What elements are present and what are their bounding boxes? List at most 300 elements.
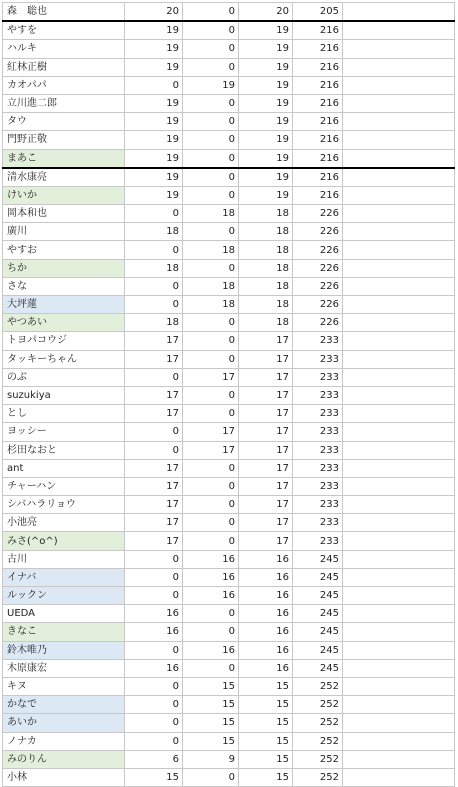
score-a-cell: 0 <box>125 296 183 314</box>
total-cell: 19 <box>239 131 293 149</box>
table-row <box>3 732 455 750</box>
score-a-cell: 0 <box>125 568 183 586</box>
empty-cell <box>343 168 455 187</box>
rank-cell: 233 <box>293 496 343 514</box>
total-cell: 20 <box>239 3 293 22</box>
player-name-cell: シバハラリョウ <box>3 496 125 514</box>
score-a-cell: 0 <box>125 441 183 459</box>
score-a-cell: 0 <box>125 423 183 441</box>
score-a-cell: 20 <box>125 3 183 22</box>
empty-cell <box>343 113 455 131</box>
rank-cell: 252 <box>293 768 343 786</box>
player-name-cell: UEDA <box>3 605 125 623</box>
table-row <box>3 223 455 241</box>
table-row <box>3 514 455 532</box>
total-cell: 17 <box>239 514 293 532</box>
empty-cell <box>343 496 455 514</box>
total-cell: 15 <box>239 714 293 732</box>
empty-cell <box>343 732 455 750</box>
score-b-cell: 0 <box>183 223 239 241</box>
player-name-cell: とし <box>3 405 125 423</box>
empty-cell <box>343 386 455 404</box>
empty-cell <box>343 277 455 295</box>
total-cell: 17 <box>239 532 293 550</box>
empty-cell <box>343 350 455 368</box>
total-cell: 17 <box>239 350 293 368</box>
rank-cell: 233 <box>293 532 343 550</box>
score-b-cell: 0 <box>183 186 239 204</box>
player-name-cell: ヨッシー <box>3 423 125 441</box>
table-row <box>3 205 455 223</box>
score-b-cell: 15 <box>183 714 239 732</box>
score-b-cell: 0 <box>183 532 239 550</box>
rank-cell: 233 <box>293 514 343 532</box>
empty-cell <box>343 696 455 714</box>
player-name-cell: けいか <box>3 186 125 204</box>
rank-cell: 252 <box>293 750 343 768</box>
score-a-cell: 17 <box>125 332 183 350</box>
empty-cell <box>343 223 455 241</box>
score-a-cell: 16 <box>125 605 183 623</box>
empty-cell <box>343 40 455 58</box>
rank-cell: 205 <box>293 3 343 22</box>
table-row <box>3 131 455 149</box>
player-name-cell: 小池亮 <box>3 514 125 532</box>
rank-cell: 252 <box>293 714 343 732</box>
player-name-cell: 門野正敬 <box>3 131 125 149</box>
rank-cell: 245 <box>293 605 343 623</box>
score-b-cell: 19 <box>183 76 239 94</box>
table-row <box>3 405 455 423</box>
player-name-cell: かなで <box>3 696 125 714</box>
score-a-cell: 0 <box>125 677 183 695</box>
total-cell: 19 <box>239 168 293 187</box>
total-cell: 16 <box>239 659 293 677</box>
total-cell: 19 <box>239 40 293 58</box>
table-row <box>3 3 455 22</box>
empty-cell <box>343 477 455 495</box>
score-a-cell: 19 <box>125 40 183 58</box>
table-row <box>3 568 455 586</box>
rank-cell: 226 <box>293 223 343 241</box>
empty-cell <box>343 405 455 423</box>
rank-cell: 216 <box>293 58 343 76</box>
table-row <box>3 58 455 76</box>
player-name-cell: 古川 <box>3 550 125 568</box>
player-name-cell: 立川進二郎 <box>3 94 125 112</box>
player-name-cell: 小林 <box>3 768 125 786</box>
score-table <box>2 2 455 787</box>
player-name-cell: 鈴木唯乃 <box>3 641 125 659</box>
score-b-cell: 0 <box>183 659 239 677</box>
rank-cell: 233 <box>293 368 343 386</box>
score-b-cell: 16 <box>183 568 239 586</box>
total-cell: 19 <box>239 94 293 112</box>
rank-cell: 252 <box>293 677 343 695</box>
score-a-cell: 17 <box>125 405 183 423</box>
score-b-cell: 17 <box>183 368 239 386</box>
empty-cell <box>343 587 455 605</box>
score-a-cell: 19 <box>125 168 183 187</box>
player-name-cell: ルックン <box>3 587 125 605</box>
table-row <box>3 477 455 495</box>
player-name-cell: 杉田なおと <box>3 441 125 459</box>
table-row <box>3 76 455 94</box>
rank-cell: 233 <box>293 423 343 441</box>
score-b-cell: 15 <box>183 677 239 695</box>
rank-cell: 245 <box>293 587 343 605</box>
score-a-cell: 17 <box>125 459 183 477</box>
table-row <box>3 441 455 459</box>
score-a-cell: 0 <box>125 76 183 94</box>
empty-cell <box>343 623 455 641</box>
empty-cell <box>343 314 455 332</box>
empty-cell <box>343 459 455 477</box>
score-b-cell: 15 <box>183 732 239 750</box>
total-cell: 17 <box>239 386 293 404</box>
total-cell: 18 <box>239 296 293 314</box>
score-a-cell: 0 <box>125 550 183 568</box>
table-row <box>3 532 455 550</box>
total-cell: 17 <box>239 368 293 386</box>
player-name-cell: イナバ <box>3 568 125 586</box>
player-name-cell: やつあい <box>3 314 125 332</box>
score-a-cell: 0 <box>125 277 183 295</box>
player-name-cell: タウ <box>3 113 125 131</box>
score-b-cell: 0 <box>183 514 239 532</box>
table-row <box>3 659 455 677</box>
table-row <box>3 149 455 168</box>
score-b-cell: 0 <box>183 131 239 149</box>
score-b-cell: 16 <box>183 550 239 568</box>
score-a-cell: 0 <box>125 696 183 714</box>
rank-cell: 233 <box>293 350 343 368</box>
score-a-cell: 0 <box>125 241 183 259</box>
player-name-cell: まあこ <box>3 149 125 168</box>
player-name-cell: やすお <box>3 241 125 259</box>
empty-cell <box>343 568 455 586</box>
score-a-cell: 19 <box>125 94 183 112</box>
player-name-cell: チャーハン <box>3 477 125 495</box>
rank-cell: 216 <box>293 149 343 168</box>
player-name-cell: ハルキ <box>3 40 125 58</box>
score-a-cell: 19 <box>125 131 183 149</box>
total-cell: 19 <box>239 76 293 94</box>
total-cell: 17 <box>239 459 293 477</box>
total-cell: 15 <box>239 732 293 750</box>
total-cell: 15 <box>239 768 293 786</box>
rank-cell: 245 <box>293 641 343 659</box>
empty-cell <box>343 750 455 768</box>
player-name-cell: キヌ <box>3 677 125 695</box>
table-row <box>3 696 455 714</box>
score-b-cell: 0 <box>183 477 239 495</box>
empty-cell <box>343 441 455 459</box>
score-b-cell: 0 <box>183 113 239 131</box>
total-cell: 16 <box>239 568 293 586</box>
table-row <box>3 186 455 204</box>
score-b-cell: 18 <box>183 241 239 259</box>
rank-cell: 216 <box>293 186 343 204</box>
score-b-cell: 0 <box>183 605 239 623</box>
score-b-cell: 0 <box>183 332 239 350</box>
total-cell: 17 <box>239 477 293 495</box>
empty-cell <box>343 605 455 623</box>
empty-cell <box>343 131 455 149</box>
score-a-cell: 19 <box>125 149 183 168</box>
score-a-cell: 16 <box>125 659 183 677</box>
empty-cell <box>343 550 455 568</box>
table-row <box>3 423 455 441</box>
empty-cell <box>343 94 455 112</box>
score-a-cell: 18 <box>125 223 183 241</box>
player-name-cell: 森 聡也 <box>3 3 125 22</box>
empty-cell <box>343 368 455 386</box>
rank-cell: 216 <box>293 94 343 112</box>
score-b-cell: 0 <box>183 94 239 112</box>
empty-cell <box>343 296 455 314</box>
rank-cell: 216 <box>293 131 343 149</box>
table-row <box>3 750 455 768</box>
score-a-cell: 19 <box>125 58 183 76</box>
empty-cell <box>343 76 455 94</box>
total-cell: 19 <box>239 113 293 131</box>
rank-cell: 233 <box>293 441 343 459</box>
rank-cell: 233 <box>293 477 343 495</box>
total-cell: 15 <box>239 750 293 768</box>
score-b-cell: 18 <box>183 205 239 223</box>
score-a-cell: 17 <box>125 532 183 550</box>
player-name-cell: ちか <box>3 259 125 277</box>
total-cell: 16 <box>239 587 293 605</box>
score-b-cell: 0 <box>183 405 239 423</box>
rank-cell: 216 <box>293 76 343 94</box>
score-b-cell: 9 <box>183 750 239 768</box>
rank-cell: 233 <box>293 459 343 477</box>
table-row <box>3 641 455 659</box>
score-a-cell: 6 <box>125 750 183 768</box>
empty-cell <box>343 714 455 732</box>
table-row <box>3 332 455 350</box>
table-row <box>3 496 455 514</box>
table-row <box>3 40 455 58</box>
score-b-cell: 0 <box>183 149 239 168</box>
table-row <box>3 459 455 477</box>
total-cell: 16 <box>239 605 293 623</box>
total-cell: 15 <box>239 677 293 695</box>
empty-cell <box>343 186 455 204</box>
total-cell: 15 <box>239 696 293 714</box>
empty-cell <box>343 514 455 532</box>
table-row <box>3 168 455 187</box>
rank-cell: 226 <box>293 277 343 295</box>
score-b-cell: 0 <box>183 459 239 477</box>
player-name-cell: のぶ <box>3 368 125 386</box>
score-b-cell: 17 <box>183 423 239 441</box>
score-a-cell: 19 <box>125 21 183 40</box>
total-cell: 17 <box>239 496 293 514</box>
table-row <box>3 350 455 368</box>
score-a-cell: 19 <box>125 186 183 204</box>
score-a-cell: 0 <box>125 205 183 223</box>
player-name-cell: 廣川 <box>3 223 125 241</box>
empty-cell <box>343 241 455 259</box>
score-b-cell: 0 <box>183 3 239 22</box>
rank-cell: 252 <box>293 732 343 750</box>
player-name-cell: きなこ <box>3 623 125 641</box>
score-a-cell: 18 <box>125 259 183 277</box>
table-row <box>3 677 455 695</box>
score-a-cell: 17 <box>125 477 183 495</box>
table-row <box>3 314 455 332</box>
rank-cell: 233 <box>293 332 343 350</box>
player-name-cell: あいか <box>3 714 125 732</box>
score-a-cell: 0 <box>125 587 183 605</box>
table-row <box>3 768 455 786</box>
rank-cell: 226 <box>293 259 343 277</box>
score-b-cell: 0 <box>183 350 239 368</box>
empty-cell <box>343 532 455 550</box>
score-a-cell: 0 <box>125 732 183 750</box>
player-name-cell: 木原康宏 <box>3 659 125 677</box>
rank-cell: 216 <box>293 21 343 40</box>
empty-cell <box>343 58 455 76</box>
total-cell: 18 <box>239 259 293 277</box>
total-cell: 18 <box>239 223 293 241</box>
table-row <box>3 605 455 623</box>
score-a-cell: 17 <box>125 350 183 368</box>
score-a-cell: 15 <box>125 768 183 786</box>
player-name-cell: みのりん <box>3 750 125 768</box>
score-b-cell: 0 <box>183 623 239 641</box>
score-a-cell: 16 <box>125 623 183 641</box>
rank-cell: 216 <box>293 40 343 58</box>
score-b-cell: 18 <box>183 277 239 295</box>
score-a-cell: 17 <box>125 386 183 404</box>
empty-cell <box>343 768 455 786</box>
empty-cell <box>343 21 455 40</box>
rank-cell: 233 <box>293 405 343 423</box>
player-name-cell: 大坪蓮 <box>3 296 125 314</box>
score-b-cell: 0 <box>183 259 239 277</box>
score-a-cell: 18 <box>125 314 183 332</box>
total-cell: 17 <box>239 405 293 423</box>
total-cell: 17 <box>239 441 293 459</box>
total-cell: 19 <box>239 58 293 76</box>
player-name-cell: やすを <box>3 21 125 40</box>
score-b-cell: 16 <box>183 587 239 605</box>
table-row <box>3 241 455 259</box>
table-row <box>3 94 455 112</box>
rank-cell: 226 <box>293 205 343 223</box>
score-b-cell: 0 <box>183 168 239 187</box>
empty-cell <box>343 259 455 277</box>
empty-cell <box>343 677 455 695</box>
player-name-cell: タッキーちゃん <box>3 350 125 368</box>
total-cell: 19 <box>239 149 293 168</box>
score-b-cell: 16 <box>183 641 239 659</box>
empty-cell <box>343 3 455 22</box>
empty-cell <box>343 149 455 168</box>
score-table-body <box>3 3 455 787</box>
score-b-cell: 17 <box>183 441 239 459</box>
score-a-cell: 17 <box>125 514 183 532</box>
player-name-cell: 清水康亮 <box>3 168 125 187</box>
player-name-cell: ノナカ <box>3 732 125 750</box>
total-cell: 16 <box>239 550 293 568</box>
total-cell: 17 <box>239 332 293 350</box>
total-cell: 18 <box>239 241 293 259</box>
table-row <box>3 259 455 277</box>
total-cell: 18 <box>239 205 293 223</box>
total-cell: 19 <box>239 186 293 204</box>
empty-cell <box>343 423 455 441</box>
empty-cell <box>343 205 455 223</box>
score-a-cell: 17 <box>125 496 183 514</box>
table-row <box>3 623 455 641</box>
table-row <box>3 386 455 404</box>
score-b-cell: 0 <box>183 386 239 404</box>
table-row <box>3 714 455 732</box>
total-cell: 18 <box>239 277 293 295</box>
score-b-cell: 0 <box>183 40 239 58</box>
player-name-cell: 岡本和也 <box>3 205 125 223</box>
table-row <box>3 550 455 568</box>
rank-cell: 245 <box>293 550 343 568</box>
score-a-cell: 0 <box>125 641 183 659</box>
table-row <box>3 587 455 605</box>
rank-cell: 226 <box>293 314 343 332</box>
score-b-cell: 0 <box>183 58 239 76</box>
table-row <box>3 296 455 314</box>
player-name-cell: 紅林正樹 <box>3 58 125 76</box>
score-b-cell: 0 <box>183 768 239 786</box>
player-name-cell: さな <box>3 277 125 295</box>
score-b-cell: 0 <box>183 496 239 514</box>
score-b-cell: 0 <box>183 21 239 40</box>
rank-cell: 226 <box>293 241 343 259</box>
player-name-cell: トヨパコウジ <box>3 332 125 350</box>
score-a-cell: 0 <box>125 714 183 732</box>
rank-cell: 233 <box>293 386 343 404</box>
player-name-cell: suzukiya <box>3 386 125 404</box>
empty-cell <box>343 641 455 659</box>
total-cell: 18 <box>239 314 293 332</box>
rank-cell: 216 <box>293 113 343 131</box>
total-cell: 17 <box>239 423 293 441</box>
score-b-cell: 0 <box>183 314 239 332</box>
player-name-cell: カオパパ <box>3 76 125 94</box>
rank-cell: 245 <box>293 623 343 641</box>
rank-cell: 245 <box>293 659 343 677</box>
table-row <box>3 368 455 386</box>
table-row <box>3 277 455 295</box>
score-b-cell: 15 <box>183 696 239 714</box>
rank-cell: 245 <box>293 568 343 586</box>
total-cell: 19 <box>239 21 293 40</box>
total-cell: 16 <box>239 623 293 641</box>
score-a-cell: 0 <box>125 368 183 386</box>
rank-cell: 216 <box>293 168 343 187</box>
rank-cell: 226 <box>293 296 343 314</box>
table-row <box>3 113 455 131</box>
table-row <box>3 21 455 40</box>
total-cell: 16 <box>239 641 293 659</box>
player-name-cell: みさ(^o^) <box>3 532 125 550</box>
score-a-cell: 19 <box>125 113 183 131</box>
rank-cell: 252 <box>293 696 343 714</box>
score-b-cell: 18 <box>183 296 239 314</box>
